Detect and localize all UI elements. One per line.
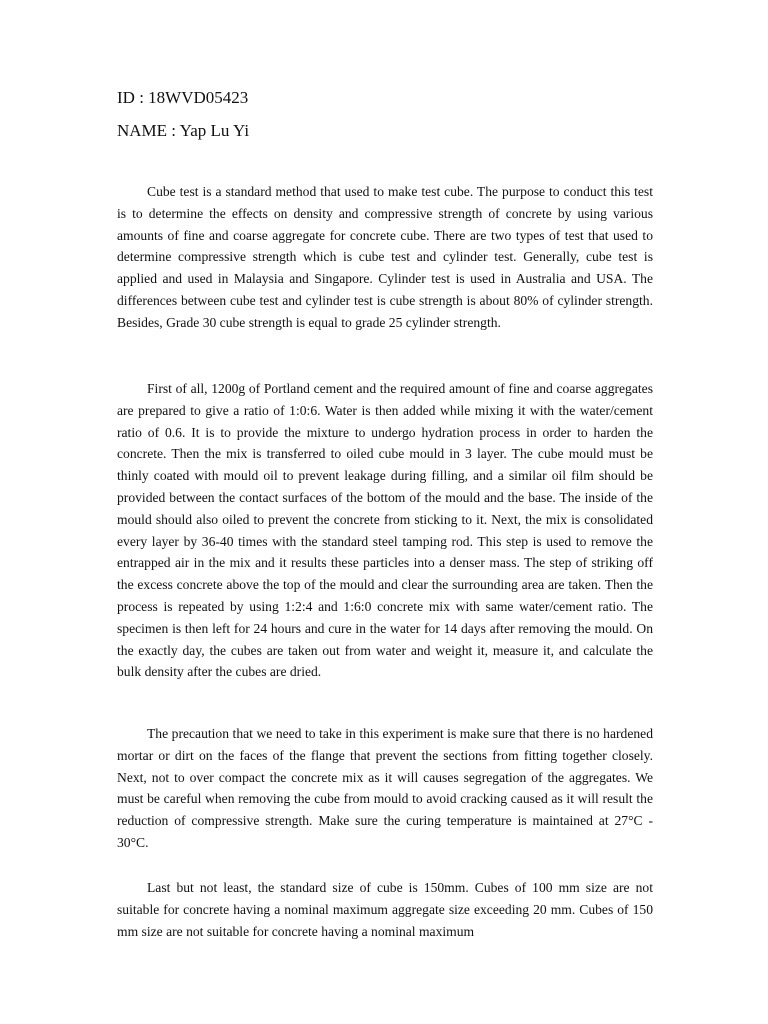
paragraph-introduction: Cube test is a standard method that used to make test cube. The purpose to conduct this test is to determine the effects on density and compressive strength of concrete by using various amounts of fine and coarse aggregate for concrete cube. There are two types of test that used to determine compressive strength which is cube test and cylinder test. Generally, cube test is applied and used in Malaysia and Singapore. Cylinder test is used in Australia and USA. The differences between cube test and cylinder test is cube strength is about 80% of cylinder strength. Besides, Grade 30 cube strength is equal to grade 25 cylinder strength. [117,184,653,330]
paragraph-cube-size: Last but not least, the standard size of cube is 150mm. Cubes of 100 mm size are not suitable for concrete having a nominal maximum aggregate size exceeding 20 mm. Cubes of 150 mm size are not suitable for concrete having a nominal maximum [117,880,653,939]
paragraph-precautions: The precaution that we need to take in this experiment is make sure that there is no hardened mortar or dirt on the faces of the flange that prevent the sections from fitting together closely. Next, not to over compact the concrete mix as it will causes segregation of the aggregates. We must be careful when removing the cube from mould to avoid cracking caused as it will result the reduction of compressive strength. Make sure the curing temperature is maintained at 27°C - 30°C. [117,726,653,850]
student-id: ID : 18WVD05423 [117,88,249,107]
student-name: NAME : Yap Lu Yi [117,121,250,140]
paragraph-procedure: First of all, 1200g of Portland cement and the required amount of fine and coarse aggregates are prepared to give a ratio of 1:0:6. Water is then added while mixing it with the water/cement ratio of 0.6. It is to provide the mixture to undergo hydration process in order to harden the concrete. Then the mix is transferred to oiled cube mould in 3 layer. The cube mould must be thinly coated with mould oil to prevent leakage during filling, and a similar oil film should be provided between the contact surfaces of the bottom of the mould and the base. The inside of the mould should also oiled to prevent the concrete from sticking to it. Next, the mix is consolidated every layer by 36-40 times with the standard steel tamping rod. This step is used to remove the entrapped air in the mix and it results these particles into a denser mass. The step of striking off the excess concrete above the top of the mould and clear the surrounding area are taken. Then the process is repeated by using 1:2:4 and 1:6:0 concrete mix with same water/cement ratio. The specimen is then left for 24 hours and cure in the water for 14 days after removing the mould. On the exactly day, the cubes are taken out from water and weight it, measure it, and calculate the bulk density after the cubes are dried. [117,381,653,680]
